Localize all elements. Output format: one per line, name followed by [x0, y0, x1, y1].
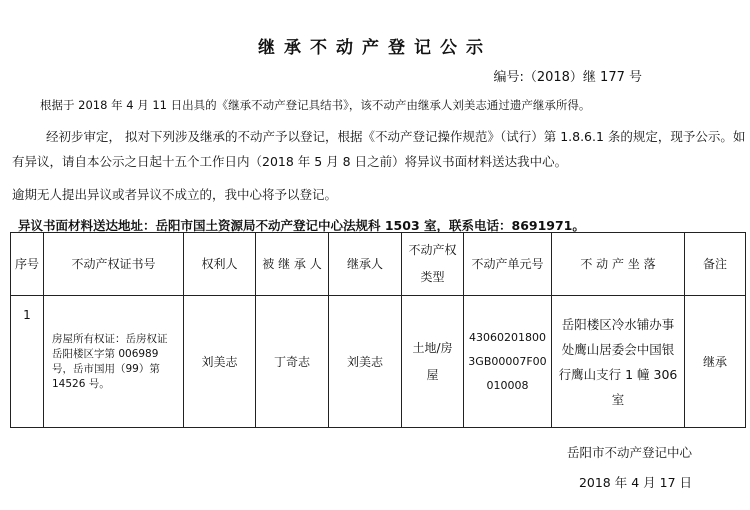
header-owner: 权利人 — [184, 233, 256, 296]
cell-unit-no: 430602018003GB00007F00010008 — [464, 296, 552, 428]
header-inherited-from: 被 继 承 人 — [256, 233, 329, 296]
cell-cert-no: 房屋所有权证：岳房权证岳阳楼区字第 006989 号，岳市国用（99）第 14526 号。 — [44, 296, 184, 428]
table-header-row — [11, 233, 746, 296]
issuer: 岳阳市不动产登记中心 — [566, 445, 692, 460]
header-note: 备注 — [685, 233, 746, 296]
document-number: 编号:（2018）继 177 号 — [493, 70, 642, 85]
cell-property-type: 土地/房屋 — [402, 296, 464, 428]
cell-seq: 1 — [11, 296, 44, 428]
header-unit-no: 不动产单元号 — [464, 233, 552, 296]
header-cert-no: 不动产权证书号 — [44, 233, 184, 296]
cell-location: 岳阳楼区冷水铺办事处鹰山居委会中国银行鹰山支行 1 幢 306 室 — [552, 296, 685, 428]
page-title: 继承不动产登记公示 — [258, 38, 492, 58]
intro-paragraph: 根据于 2018 年 4 月 11 日出具的《继承不动产登记具结书》，该不动产由继承人刘美志通过遗产继承所得。 — [40, 98, 591, 112]
header-heir: 继承人 — [329, 233, 402, 296]
table-row — [11, 296, 746, 428]
overdue-paragraph: 逾期无人提出异议或者异议不成立的，我中心将予以登记。 — [12, 187, 338, 202]
review-paragraph: 经初步审定， 拟对下列涉及继承的不动产予以登记，根据《不动产登记操作规范》（试行）第 1.8.6.1 条的规定，现予公示。如有异议，请自本公示之日起十五个工作日内（2018 年 5 月 8 日之前）将异议书面材料送达我中心。 — [12, 129, 746, 169]
cell-heir: 刘美志 — [329, 296, 402, 428]
cell-owner: 刘美志 — [184, 296, 256, 428]
header-location: 不 动 产 坐 落 — [552, 233, 685, 296]
header-seq: 序号 — [11, 233, 44, 296]
header-property-type: 不动产权类型 — [402, 233, 464, 296]
cell-note: 继承 — [685, 296, 746, 428]
cell-inherited-from: 丁奇志 — [256, 296, 329, 428]
objection-address: 异议书面材料送达地址：岳阳市国土资源局不动产登记中心法规科 1503 室，联系电话：8691971。 — [18, 218, 585, 233]
publicity-table — [10, 232, 746, 428]
issue-date: 2018 年 4 月 17 日 — [578, 475, 692, 490]
